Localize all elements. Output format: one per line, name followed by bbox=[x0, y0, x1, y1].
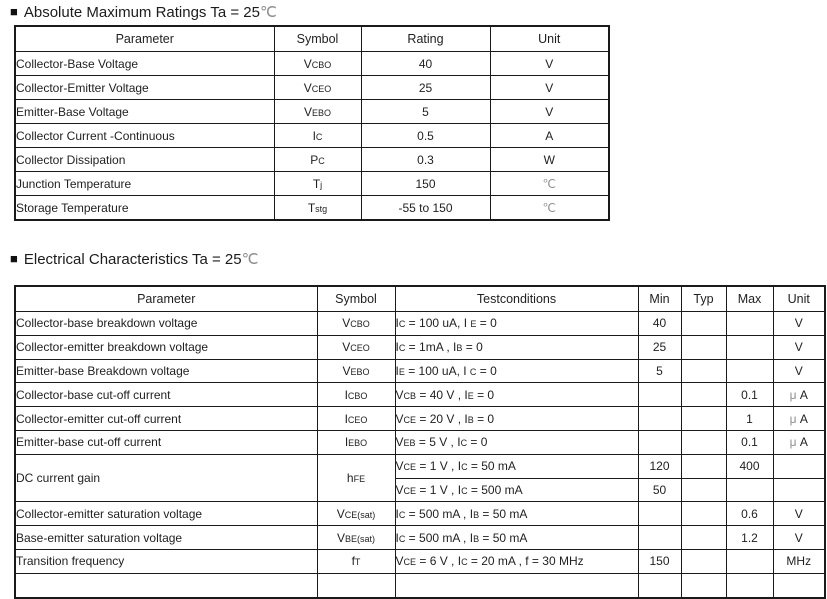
cell-parameter: Collector Current -Continuous bbox=[15, 124, 274, 148]
column-header-rating: Rating bbox=[361, 26, 490, 52]
cell-unit: ℃ bbox=[490, 172, 609, 196]
table-row bbox=[15, 172, 609, 196]
cell-typ bbox=[681, 383, 726, 407]
table-header bbox=[15, 26, 609, 52]
electrical-characteristics-table bbox=[14, 285, 826, 599]
cell-testconditions: IE = 100 uA, I C = 0 bbox=[395, 359, 638, 383]
cell-symbol: ICEO bbox=[317, 407, 395, 431]
column-header-symbol: Symbol bbox=[317, 286, 395, 312]
cell-unit: V bbox=[490, 76, 609, 100]
cell-symbol: hFE bbox=[317, 454, 395, 502]
column-header-max: Max bbox=[726, 286, 773, 312]
cell-typ bbox=[681, 454, 726, 478]
cell-testconditions: IC = 500 mA , IB = 50 mA bbox=[395, 502, 638, 526]
header-row bbox=[15, 26, 609, 52]
cell-unit: μ A bbox=[773, 407, 825, 431]
cell-parameter: Collector Dissipation bbox=[15, 148, 274, 172]
table-header bbox=[15, 286, 825, 312]
cell-max: 0.1 bbox=[726, 430, 773, 454]
cell-unit: A bbox=[490, 124, 609, 148]
absolute-maximum-ratings-table bbox=[14, 25, 610, 221]
table-row bbox=[15, 76, 609, 100]
table-row bbox=[15, 526, 825, 550]
cell-max bbox=[726, 478, 773, 502]
cell-symbol: VCEO bbox=[317, 335, 395, 359]
table-body bbox=[15, 312, 825, 598]
cell-min bbox=[638, 430, 681, 454]
section-title bbox=[10, 4, 610, 22]
cell-unit: MHz bbox=[773, 549, 825, 573]
cell-min bbox=[638, 502, 681, 526]
column-header-parameter: Parameter bbox=[15, 26, 274, 52]
cell-symbol: PC bbox=[274, 148, 361, 172]
cell-testconditions: IC = 500 mA , IB = 50 mA bbox=[395, 526, 638, 550]
column-header-min: Min bbox=[638, 286, 681, 312]
cell-parameter: Emitter-base Breakdown voltage bbox=[15, 359, 317, 383]
cell-max: 0.1 bbox=[726, 383, 773, 407]
cell-symbol: VBE(sat) bbox=[317, 526, 395, 550]
cell-rating: -55 to 150 bbox=[361, 196, 490, 221]
cell-testconditions: IC = 1mA , IB = 0 bbox=[395, 335, 638, 359]
section-title-text: Absolute Maximum Ratings Ta = 25℃ bbox=[23, 4, 277, 21]
cell-testconditions: VCE = 20 V , IB = 0 bbox=[395, 407, 638, 431]
cell-typ bbox=[681, 526, 726, 550]
column-header-unit: Unit bbox=[773, 286, 825, 312]
column-header-symbol: Symbol bbox=[274, 26, 361, 52]
cell-unit: V bbox=[773, 335, 825, 359]
cell-testconditions: VCE = 1 V , IC = 50 mA bbox=[395, 454, 638, 478]
cell-parameter: Storage Temperature bbox=[15, 196, 274, 221]
section-title-text: Electrical Characteristics Ta = 25℃ bbox=[23, 251, 259, 268]
cell-min bbox=[638, 573, 681, 597]
cell-unit: V bbox=[490, 52, 609, 76]
cell-parameter: Collector-Base Voltage bbox=[15, 52, 274, 76]
cell-unit: V bbox=[773, 359, 825, 383]
cell-testconditions: IC = 100 uA, I E = 0 bbox=[395, 312, 638, 336]
cell-max: 1 bbox=[726, 407, 773, 431]
section-title bbox=[10, 251, 826, 269]
table-row bbox=[15, 124, 609, 148]
cell-unit: ℃ bbox=[490, 196, 609, 221]
cell-typ bbox=[681, 359, 726, 383]
cell-typ bbox=[681, 312, 726, 336]
cell-min: 50 bbox=[638, 478, 681, 502]
cell-min bbox=[638, 383, 681, 407]
cell-rating: 40 bbox=[361, 52, 490, 76]
table-row bbox=[15, 100, 609, 124]
section-bullet-icon: ■ bbox=[10, 4, 18, 19]
table-row bbox=[15, 359, 825, 383]
cell-symbol: ICBO bbox=[317, 383, 395, 407]
cell-rating: 150 bbox=[361, 172, 490, 196]
cell-symbol: VCE(sat) bbox=[317, 502, 395, 526]
cell-testconditions: VEB = 5 V , IC = 0 bbox=[395, 430, 638, 454]
section-absolute-maximum-ratings bbox=[10, 4, 610, 221]
cell-testconditions bbox=[395, 573, 638, 597]
cell-max bbox=[726, 549, 773, 573]
table-row bbox=[15, 312, 825, 336]
section-bullet-icon: ■ bbox=[10, 251, 18, 266]
cell-symbol: VCBO bbox=[317, 312, 395, 336]
cell-max: 400 bbox=[726, 454, 773, 478]
cell-unit: μ A bbox=[773, 383, 825, 407]
cell-unit bbox=[773, 573, 825, 597]
cell-parameter: DC current gain bbox=[15, 454, 317, 502]
cell-parameter: Transition frequency bbox=[15, 549, 317, 573]
column-header-parameter: Parameter bbox=[15, 286, 317, 312]
cell-testconditions: VCB = 40 V , IE = 0 bbox=[395, 383, 638, 407]
cell-parameter: Collector-base cut-off current bbox=[15, 383, 317, 407]
cell-min bbox=[638, 526, 681, 550]
cell-max bbox=[726, 573, 773, 597]
table-row bbox=[15, 573, 825, 597]
cell-max bbox=[726, 312, 773, 336]
cell-symbol: IEBO bbox=[317, 430, 395, 454]
section-electrical-characteristics bbox=[10, 251, 826, 599]
cell-min bbox=[638, 407, 681, 431]
cell-unit bbox=[773, 454, 825, 478]
cell-parameter: Emitter-base cut-off current bbox=[15, 430, 317, 454]
cell-parameter: Collector-emitter cut-off current bbox=[15, 407, 317, 431]
table-row bbox=[15, 383, 825, 407]
header-row bbox=[15, 286, 825, 312]
cell-typ bbox=[681, 335, 726, 359]
table-row bbox=[15, 549, 825, 573]
table-row bbox=[15, 502, 825, 526]
cell-parameter: Collector-Emitter Voltage bbox=[15, 76, 274, 100]
cell-symbol: IC bbox=[274, 124, 361, 148]
cell-parameter: Emitter-Base Voltage bbox=[15, 100, 274, 124]
cell-rating: 25 bbox=[361, 76, 490, 100]
cell-testconditions: VCE = 6 V , IC = 20 mA , f = 30 MHz bbox=[395, 549, 638, 573]
cell-unit: V bbox=[773, 502, 825, 526]
cell-typ bbox=[681, 502, 726, 526]
cell-unit: μ A bbox=[773, 430, 825, 454]
cell-unit bbox=[773, 478, 825, 502]
table-body bbox=[15, 52, 609, 221]
column-header-testconditions: Testconditions bbox=[395, 286, 638, 312]
table-row bbox=[15, 196, 609, 221]
table-row bbox=[15, 407, 825, 431]
cell-parameter: Base-emitter saturation voltage bbox=[15, 526, 317, 550]
cell-unit: V bbox=[773, 312, 825, 336]
cell-typ bbox=[681, 549, 726, 573]
table-row bbox=[15, 148, 609, 172]
cell-symbol: Tstg bbox=[274, 196, 361, 221]
cell-typ bbox=[681, 573, 726, 597]
cell-symbol: VCEO bbox=[274, 76, 361, 100]
table-row bbox=[15, 52, 609, 76]
cell-parameter: Collector-emitter breakdown voltage bbox=[15, 335, 317, 359]
cell-unit: V bbox=[490, 100, 609, 124]
cell-typ bbox=[681, 430, 726, 454]
cell-min: 150 bbox=[638, 549, 681, 573]
cell-unit: V bbox=[773, 526, 825, 550]
cell-rating: 0.3 bbox=[361, 148, 490, 172]
cell-symbol: fT bbox=[317, 549, 395, 573]
cell-unit: W bbox=[490, 148, 609, 172]
cell-rating: 0.5 bbox=[361, 124, 490, 148]
cell-min: 120 bbox=[638, 454, 681, 478]
cell-typ bbox=[681, 407, 726, 431]
cell-max bbox=[726, 335, 773, 359]
cell-min: 25 bbox=[638, 335, 681, 359]
cell-rating: 5 bbox=[361, 100, 490, 124]
cell-testconditions: VCE = 1 V , IC = 500 mA bbox=[395, 478, 638, 502]
table-row bbox=[15, 454, 825, 478]
column-header-unit: Unit bbox=[490, 26, 609, 52]
cell-parameter: Collector-base breakdown voltage bbox=[15, 312, 317, 336]
cell-parameter: Collector-emitter saturation voltage bbox=[15, 502, 317, 526]
cell-symbol: VCBO bbox=[274, 52, 361, 76]
cell-max bbox=[726, 359, 773, 383]
cell-max: 0.6 bbox=[726, 502, 773, 526]
cell-typ bbox=[681, 478, 726, 502]
column-header-typ: Typ bbox=[681, 286, 726, 312]
cell-max: 1.2 bbox=[726, 526, 773, 550]
cell-symbol bbox=[317, 573, 395, 597]
cell-min: 40 bbox=[638, 312, 681, 336]
cell-symbol: VEBO bbox=[317, 359, 395, 383]
cell-min: 5 bbox=[638, 359, 681, 383]
table-row bbox=[15, 335, 825, 359]
table-row bbox=[15, 430, 825, 454]
cell-symbol: VEBO bbox=[274, 100, 361, 124]
cell-parameter: Junction Temperature bbox=[15, 172, 274, 196]
cell-parameter bbox=[15, 573, 317, 597]
cell-symbol: Tj bbox=[274, 172, 361, 196]
